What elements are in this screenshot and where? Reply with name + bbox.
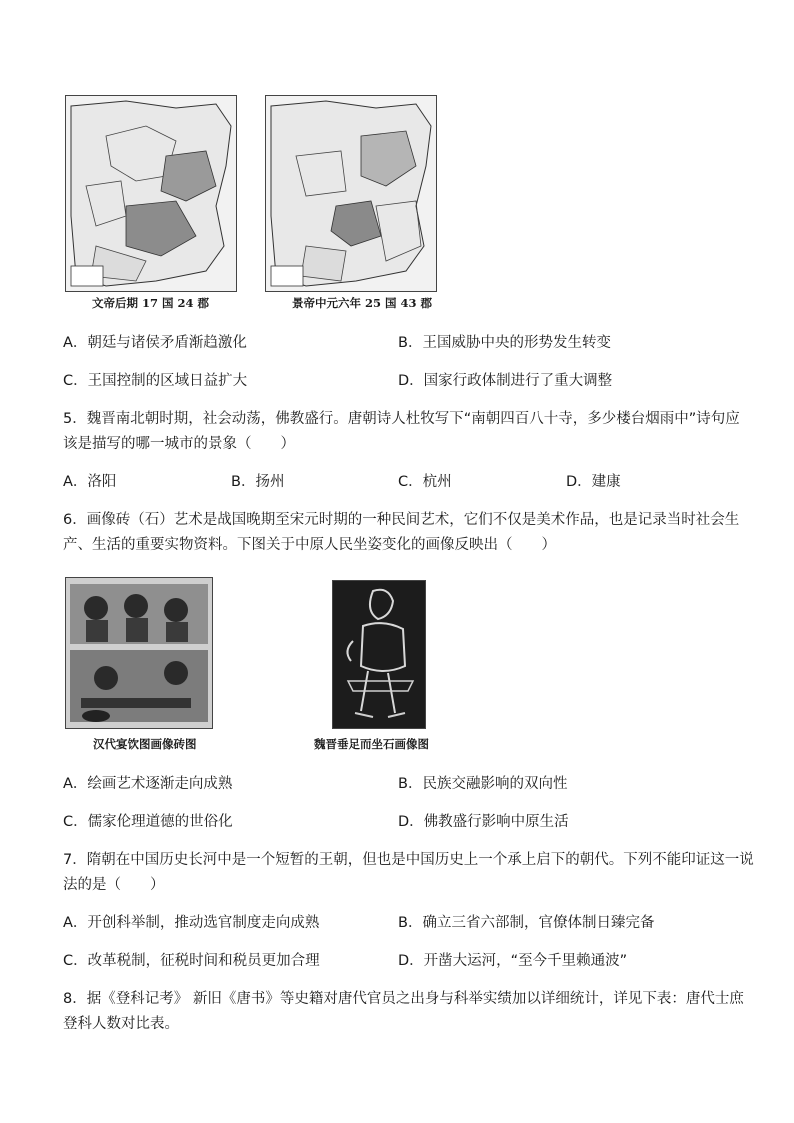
q7-option-a[interactable]: A．开创科举制，推动选官制度走向成熟 bbox=[63, 915, 320, 931]
q4-option-d[interactable]: D．国家行政体制进行了重大调整 bbox=[398, 373, 613, 389]
q7-stem-line2: 法的是（ ） bbox=[63, 877, 165, 893]
map-wendi-drawing bbox=[66, 96, 236, 291]
q6-option-b[interactable]: B．民族交融影响的双向性 bbox=[398, 776, 568, 792]
q6-stem-line1: 6．画像砖（石）艺术是战国晚期至宋元时期的一种民间艺术，它们不仅是美术作品，也是记录当时社会生 bbox=[63, 512, 740, 528]
han-banquet-caption: 汉代宴饮图画像砖图 bbox=[93, 737, 197, 751]
q7-option-b[interactable]: B．确立三省六部制，官僚体制日臻完备 bbox=[398, 915, 655, 931]
map-jingdi bbox=[265, 95, 437, 292]
q6-option-c[interactable]: C．儒家伦理道德的世俗化 bbox=[63, 814, 233, 830]
q5-stem-line2: 该是描写的哪一城市的景象（ ） bbox=[63, 436, 295, 452]
q5-option-d[interactable]: D．建康 bbox=[566, 474, 621, 490]
q8-stem-line2: 登科人数对比表。 bbox=[63, 1016, 179, 1032]
weijin-seated-drawing bbox=[333, 581, 425, 728]
q5-option-b[interactable]: B．扬州 bbox=[231, 474, 285, 490]
q4-option-a[interactable]: A．朝廷与诸侯矛盾渐趋激化 bbox=[63, 335, 247, 351]
q5-option-c[interactable]: C．杭州 bbox=[398, 474, 452, 490]
map-wendi-caption: 文帝后期 17 国 24 郡 bbox=[92, 296, 210, 310]
q6-stem-line2: 产、生活的重要实物资料。下图关于中原人民坐姿变化的画像反映出（ ） bbox=[63, 537, 556, 553]
map-jingdi-drawing bbox=[266, 96, 436, 291]
q5-stem-line1: 5．魏晋南北朝时期，社会动荡，佛教盛行。唐朝诗人杜牧写下“南朝四百八十寺，多少楼台烟雨中”诗句应 bbox=[63, 411, 740, 427]
han-banquet-brick-image bbox=[65, 577, 213, 729]
q5-option-a[interactable]: A．洛阳 bbox=[63, 474, 117, 490]
q6-option-d[interactable]: D．佛教盛行影响中原生活 bbox=[398, 814, 569, 830]
q6-option-a[interactable]: A．绘画艺术逐渐走向成熟 bbox=[63, 776, 233, 792]
map-jingdi-caption: 景帝中元六年 25 国 43 郡 bbox=[292, 296, 433, 310]
weijin-seated-caption: 魏晋垂足而坐石画像图 bbox=[314, 737, 429, 751]
q7-option-d[interactable]: D．开凿大运河，“至今千里赖通波” bbox=[398, 953, 628, 969]
map-wendi bbox=[65, 95, 237, 292]
q7-option-c[interactable]: C．改革税制，征税时间和税员更加合理 bbox=[63, 953, 320, 969]
q7-stem-line1: 7．隋朝在中国历史长河中是一个短暂的王朝，但也是中国历史上一个承上启下的朝代。下列不能印证这一说 bbox=[63, 852, 754, 868]
q4-option-c[interactable]: C．王国控制的区域日益扩大 bbox=[63, 373, 248, 389]
weijin-seated-stone-image bbox=[332, 580, 426, 729]
q4-option-b[interactable]: B．王国威胁中央的形势发生转变 bbox=[398, 335, 611, 351]
q8-stem-line1: 8．据《登科记考》 新旧《唐书》等史籍对唐代官员之出身与科举实绩加以详细统计，详见下表：唐代士庶 bbox=[63, 991, 744, 1007]
han-banquet-drawing bbox=[66, 578, 212, 728]
